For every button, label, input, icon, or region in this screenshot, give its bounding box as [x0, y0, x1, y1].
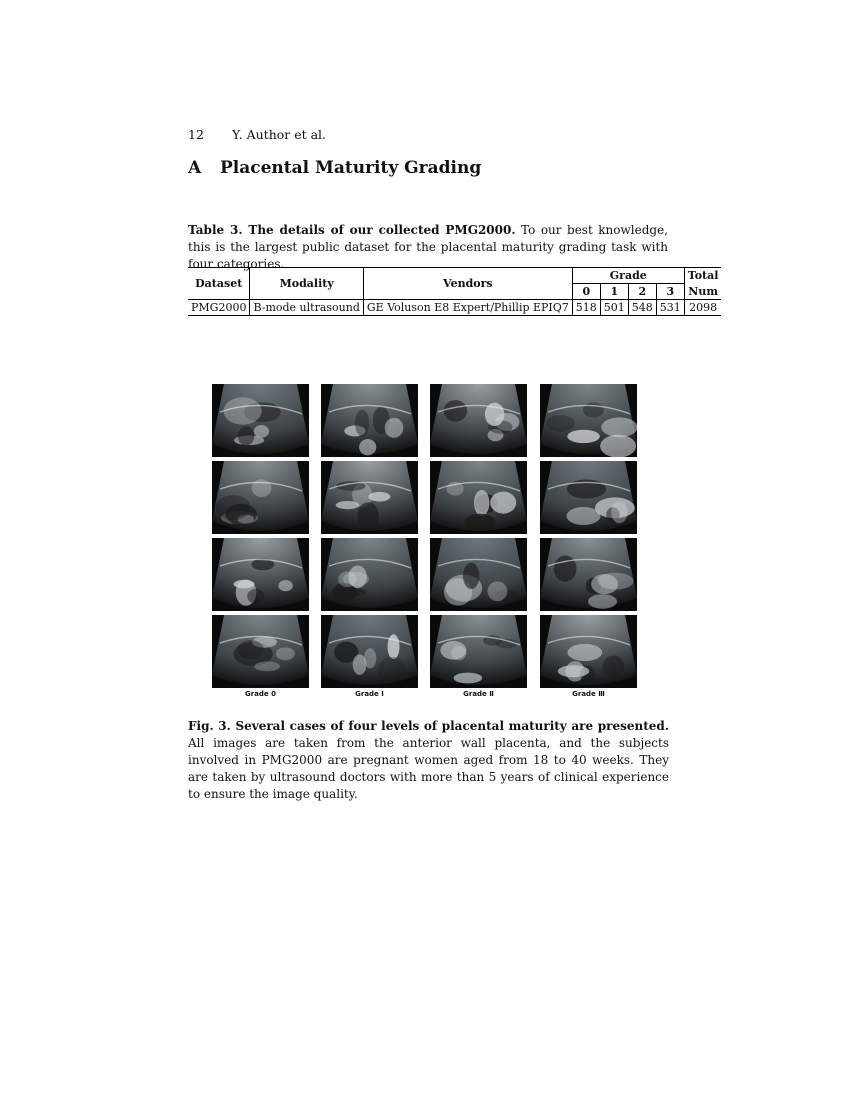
section-title: Placental Maturity Grading	[220, 158, 482, 178]
table-caption-text: To our best knowledge, this is the largest public dataset for the placental maturity grading task with four categories.	[188, 223, 668, 271]
ultrasound-image	[540, 461, 637, 534]
header-vendors: Vendors	[363, 268, 572, 300]
header-grade: Grade	[572, 268, 684, 284]
ultrasound-image	[321, 384, 418, 457]
cell-grade-2: 548	[628, 300, 656, 316]
cell-dataset: PMG2000	[188, 300, 250, 316]
section-heading	[188, 158, 481, 178]
header-grade-1: 1	[600, 284, 628, 300]
ultrasound-image	[540, 615, 637, 688]
ultrasound-image	[430, 384, 527, 457]
running-header	[188, 127, 326, 142]
ultrasound-image	[540, 384, 637, 457]
ultrasound-image	[430, 538, 527, 611]
figure-caption-label: Fig. 3. Several cases of four levels of placental maturity are presented.	[188, 719, 669, 733]
figure-caption	[188, 718, 669, 803]
column-label-grade-3: Grade Ⅲ	[572, 690, 605, 698]
table-caption-label: Table 3. The details of our collected PMG2000.	[188, 223, 516, 237]
cell-grade-3: 531	[656, 300, 684, 316]
ultrasound-image	[321, 615, 418, 688]
ultrasound-image	[540, 538, 637, 611]
figure-caption-text: All images are taken from the anterior wall placenta, and the subjects involved in PMG2000 are pregnant women aged from 18 to 40 weeks. They are taken by ultrasound doctors with more than 5 years of clinical experience to ensure the image quality.	[188, 736, 669, 801]
section-number: A	[188, 158, 202, 178]
ultrasound-image	[212, 384, 309, 457]
column-label-grade-0: Grade 0	[245, 690, 276, 698]
column-label-grade-2: Grade Ⅱ	[463, 690, 494, 698]
header-modality: Modality	[250, 268, 363, 300]
page-number: 12	[188, 127, 204, 142]
column-label-grade-1: Grade Ⅰ	[355, 690, 384, 698]
ultrasound-image	[212, 615, 309, 688]
table-caption	[188, 222, 668, 273]
header-grade-2: 2	[628, 284, 656, 300]
cell-total: 2098	[689, 301, 718, 314]
header-grade-0: 0	[572, 284, 600, 300]
header-total-top: Total	[687, 269, 719, 283]
cell-grade-0: 518	[572, 300, 600, 316]
ultrasound-image	[430, 461, 527, 534]
ultrasound-image	[212, 461, 309, 534]
ultrasound-image	[430, 615, 527, 688]
dataset-table	[188, 267, 721, 316]
header-total-bottom: Num	[688, 284, 718, 298]
cell-modality: B-mode ultrasound	[250, 300, 363, 316]
header-grade-3: 3	[656, 284, 684, 300]
ultrasound-image	[321, 538, 418, 611]
ultrasound-image	[321, 461, 418, 534]
ultrasound-image	[212, 538, 309, 611]
cell-vendors: GE Voluson E8 Expert/Phillip EPIQ7	[363, 300, 572, 316]
running-authors: Y. Author et al.	[232, 127, 327, 142]
header-dataset: Dataset	[188, 268, 250, 300]
cell-grade-1: 501	[600, 300, 628, 316]
